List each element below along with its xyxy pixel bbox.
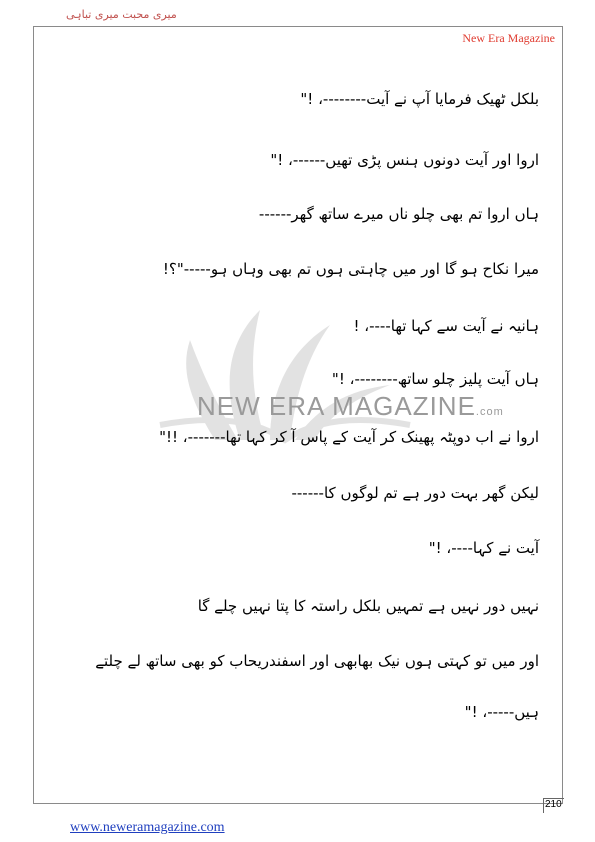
text-line-9: آیت نے کہا----، !"	[428, 539, 539, 557]
website-link[interactable]: www.neweramagazine.com	[70, 820, 225, 835]
watermark-name: NEW ERA MAGAZINE	[197, 391, 476, 421]
text-line-4: میرا نکاح ہو گا اور میں چاہتی ہوں تم بھی وہاں ہو-----"؟!	[162, 260, 539, 278]
text-line-11: اور میں تو کہتی ہوں نیک بھابھی اور اسفندریحاب کو بھی ساتھ لے چلتے	[95, 652, 539, 670]
text-line-2: اروا اور آیت دونوں ہنس پڑی تھیں------، !"	[270, 151, 539, 169]
watermark-text	[197, 391, 504, 422]
header-title: میری محبت میری تباہی	[66, 8, 177, 21]
text-line-3: ہاں اروا تم بھی چلو ناں میرے ساتھ گھر------	[258, 205, 539, 223]
text-line-12: ہیں-----، !"	[464, 703, 539, 721]
text-line-7: اروا نے اب دوپٹہ پھینک کر آیت کے پاس آ کر کہا تھا-------، !!"	[159, 428, 539, 446]
watermark-suffix: .com	[475, 406, 504, 418]
magazine-name: New Era Magazine	[462, 31, 555, 45]
text-line-1: بلکل ٹھیک فرمایا آپ نے آیت--------، !"	[300, 90, 539, 108]
text-line-5: ہانیہ نے آیت سے کہا تھا----، !	[353, 317, 539, 335]
page-number: 210	[545, 799, 562, 810]
text-line-10: نہیں دور نہیں ہے تمہیں بلکل راستہ کا پتا نہیں چلے گا	[197, 597, 539, 615]
text-line-6: ہاں آیت پلیز چلو ساتھ--------، !"	[331, 370, 539, 388]
text-line-8: لیکن گھر بہت دور ہے تم لوگوں کا------	[291, 484, 539, 502]
